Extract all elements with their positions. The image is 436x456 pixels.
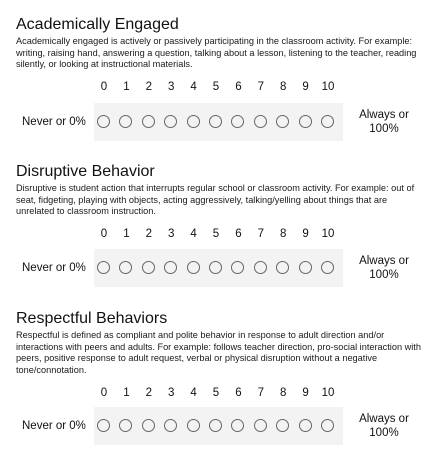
scale-number-2: 2 [145, 387, 152, 399]
rating-radio-8[interactable] [276, 261, 289, 274]
scale-number-10: 10 [321, 387, 335, 399]
radio-group [94, 249, 343, 287]
scale-number-2: 2 [145, 81, 152, 93]
scale-high-label: Always or 100% [359, 413, 409, 439]
rating-radio-0[interactable] [97, 261, 110, 274]
section-title: Academically Engaged [16, 16, 179, 33]
scale-number-1: 1 [123, 81, 130, 93]
rating-radio-4[interactable] [187, 419, 200, 432]
rating-radio-3[interactable] [164, 419, 177, 432]
scale-number-4: 4 [190, 387, 197, 399]
scale-number-1: 1 [123, 387, 130, 399]
rating-scale [0, 407, 436, 445]
scale-number-8: 8 [279, 228, 287, 240]
scale-number-9: 9 [302, 228, 309, 240]
rating-radio-7[interactable] [254, 419, 267, 432]
scale-number-7: 7 [257, 387, 264, 399]
scale-numbers [0, 386, 436, 400]
scale-low-label: Never or 0% [22, 420, 86, 432]
scale-number-10: 10 [321, 81, 335, 93]
section-description: Respectful is defined as compliant and polite behavior in response to adult direction and/or interactions with peers and adults. For example: follows teacher direction, pro-social interaction with peers, positive response to adult request, verbal or physical disruption without a negative tone/connotation. [16, 330, 421, 375]
scale-number-0: 0 [100, 387, 108, 399]
scale-number-6: 6 [235, 387, 242, 399]
rating-radio-3[interactable] [164, 115, 177, 128]
rating-scale [0, 249, 436, 287]
rating-radio-7[interactable] [254, 115, 267, 128]
rating-radio-10[interactable] [321, 115, 334, 128]
section-description: Disruptive is student action that interrupts regular school or classroom activity. For example: out of seat, fidgeting, playing with objects, acting aggressively, talking/yelling about things that are unrelated to classroom instruction. [16, 183, 415, 217]
rating-radio-0[interactable] [97, 419, 110, 432]
scale-number-7: 7 [257, 81, 264, 93]
rating-scale [0, 103, 436, 141]
scale-number-5: 5 [212, 81, 220, 93]
rating-radio-2[interactable] [142, 419, 155, 432]
rating-radio-7[interactable] [254, 261, 267, 274]
rating-radio-6[interactable] [231, 261, 244, 274]
scale-number-6: 6 [235, 81, 242, 93]
rating-radio-6[interactable] [231, 115, 244, 128]
rating-radio-5[interactable] [209, 115, 222, 128]
scale-number-4: 4 [190, 228, 197, 240]
rating-radio-0[interactable] [97, 115, 110, 128]
rating-radio-1[interactable] [119, 261, 132, 274]
rating-radio-9[interactable] [299, 115, 312, 128]
scale-number-8: 8 [279, 387, 287, 399]
rating-radio-8[interactable] [276, 419, 289, 432]
section-title: Respectful Behaviors [16, 310, 168, 327]
rating-radio-5[interactable] [209, 419, 222, 432]
rating-radio-10[interactable] [321, 419, 334, 432]
radio-group [94, 407, 343, 445]
rating-radio-4[interactable] [187, 115, 200, 128]
scale-low-label: Never or 0% [22, 262, 86, 274]
rating-radio-2[interactable] [142, 261, 155, 274]
scale-high-label: Always or 100% [359, 255, 409, 281]
rating-radio-9[interactable] [299, 261, 312, 274]
scale-number-0: 0 [100, 228, 108, 240]
scale-number-3: 3 [167, 81, 175, 93]
scale-number-4: 4 [190, 81, 197, 93]
scale-number-1: 1 [123, 228, 130, 240]
scale-number-9: 9 [302, 81, 309, 93]
rating-radio-6[interactable] [231, 419, 244, 432]
scale-number-8: 8 [279, 81, 287, 93]
scale-number-3: 3 [167, 228, 175, 240]
rating-radio-8[interactable] [276, 115, 289, 128]
scale-number-0: 0 [100, 81, 108, 93]
rating-radio-3[interactable] [164, 261, 177, 274]
scale-number-5: 5 [212, 228, 220, 240]
scale-number-9: 9 [302, 387, 309, 399]
scale-number-5: 5 [212, 387, 220, 399]
section-title: Disruptive Behavior [16, 163, 155, 180]
scale-number-10: 10 [321, 228, 335, 240]
scale-numbers [0, 227, 436, 241]
rating-radio-5[interactable] [209, 261, 222, 274]
section-description: Academically engaged is actively or passively participating in the classroom activity. For example: writing, raising hand, answering a question, talking about a lesson, listening to the teacher, reading silently, or looking at instructional materials. [16, 36, 417, 70]
scale-high-label: Always or 100% [359, 109, 409, 135]
scale-number-7: 7 [257, 228, 264, 240]
scale-numbers [0, 80, 436, 94]
scale-low-label: Never or 0% [22, 116, 86, 128]
rating-radio-9[interactable] [299, 419, 312, 432]
rating-radio-2[interactable] [142, 115, 155, 128]
rating-radio-4[interactable] [187, 261, 200, 274]
radio-group [94, 103, 343, 141]
rating-radio-1[interactable] [119, 115, 132, 128]
scale-number-3: 3 [167, 387, 175, 399]
scale-number-6: 6 [235, 228, 242, 240]
rating-radio-1[interactable] [119, 419, 132, 432]
rating-radio-10[interactable] [321, 261, 334, 274]
scale-number-2: 2 [145, 228, 152, 240]
